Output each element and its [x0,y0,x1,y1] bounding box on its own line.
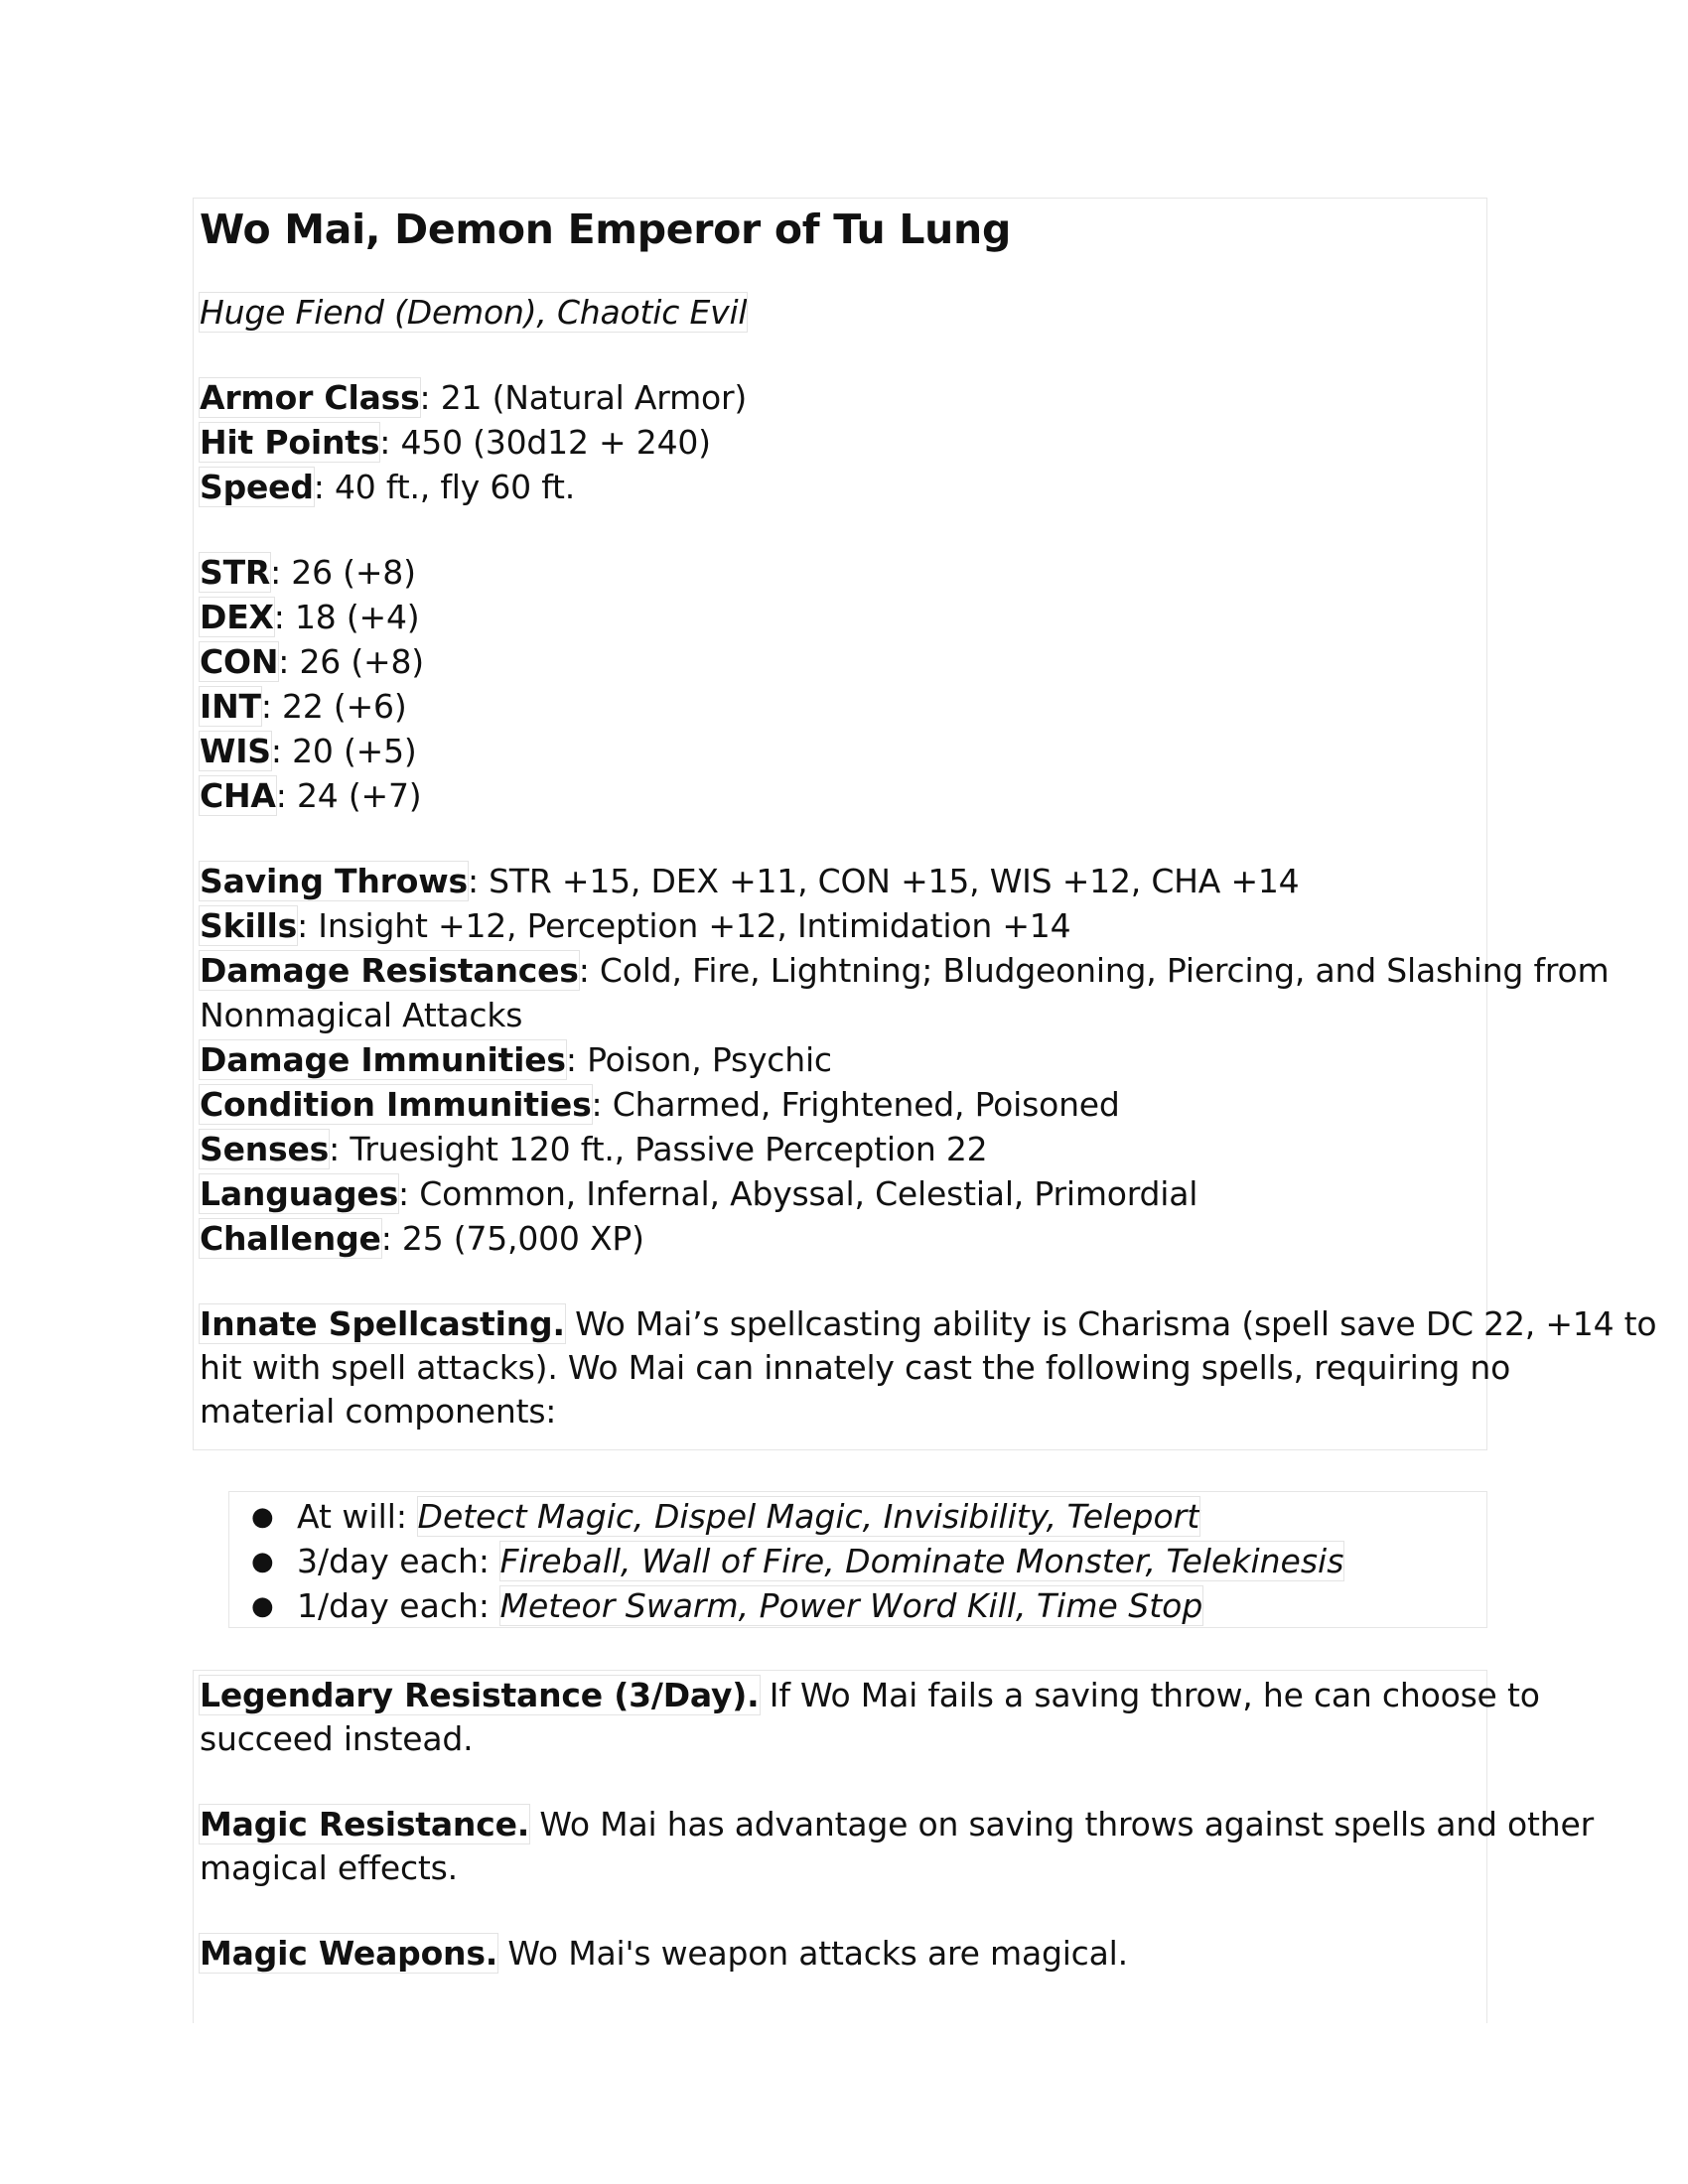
trait-legendary-resistance-cont: succeed instead. [200,1719,474,1758]
saving-throws: Saving Throws: STR +15, DEX +11, CON +15, WIS +12, CHA +14 [200,862,1300,900]
creature-type: Huge Fiend (Demon), Chaotic Evil [200,293,748,332]
trait-magic-resistance: Magic Resistance. Wo Mai has advantage on saving throws against spells and other [200,1805,1594,1843]
bullet-icon: ● [251,1591,274,1621]
spell-list: ● At will: Detect Magic, Dispel Magic, Invisibility, Teleport ● 3/day each: Fireball, Wall of Fire, Dominate Monster, Telekinesis ● 1/day each: Meteor Swarm, Power Word Kill, Time Stop [228,1491,1487,1628]
statblock-main [193,198,1657,1450]
trait-magic-resistance-cont: magical effects. [200,1848,458,1887]
ability-str: STR: 26 (+8) [200,553,416,592]
bullet-icon: ● [251,1547,274,1576]
damage-immunities: Damage Immunities: Poison, Psychic [200,1040,832,1079]
trait-legendary-resistance: Legendary Resistance (3/Day). If Wo Mai fails a saving throw, he can choose to [200,1676,1540,1714]
innate-spellcasting: Innate Spellcasting. Wo Mai’s spellcasting ability is Charisma (spell save DC 22, +14 to [200,1304,1657,1343]
damage-resistances-cont: Nonmagical Attacks [200,996,523,1034]
condition-immunities: Condition Immunities: Charmed, Frightened, Poisoned [200,1085,1120,1124]
ability-dex: DEX: 18 (+4) [200,598,420,636]
trait-magic-weapons: Magic Weapons. Wo Mai's weapon attacks are magical. [200,1934,1128,1973]
innate-spellcasting-line3: material components: [200,1392,557,1431]
ability-int: INT: 22 (+6) [200,687,407,726]
speed: Speed: 40 ft., fly 60 ft. [200,468,576,506]
armor-class: Armor Class: 21 (Natural Armor) [200,378,748,417]
hit-points: Hit Points: 450 (30d12 + 240) [200,423,711,462]
damage-resistances: Damage Resistances: Cold, Fire, Lightning; Bludgeoning, Piercing, and Slashing from [200,951,1610,990]
creature-name: Wo Mai, Demon Emperor of Tu Lung [200,205,1011,253]
ability-con: CON: 26 (+8) [200,642,424,681]
traits-section [193,1670,1594,2023]
challenge: Challenge: 25 (75,000 XP) [200,1219,644,1258]
bullet-icon: ● [251,1502,274,1532]
ability-cha: CHA: 24 (+7) [200,776,422,815]
languages: Languages: Common, Infernal, Abyssal, Celestial, Primordial [200,1174,1198,1213]
skills: Skills: Insight +12, Perception +12, Intimidation +14 [200,906,1071,945]
senses: Senses: Truesight 120 ft., Passive Perception 22 [200,1130,988,1168]
ability-wis: WIS: 20 (+5) [200,732,417,770]
innate-spellcasting-line2: hit with spell attacks). Wo Mai can innately cast the following spells, requiring no [200,1348,1511,1387]
